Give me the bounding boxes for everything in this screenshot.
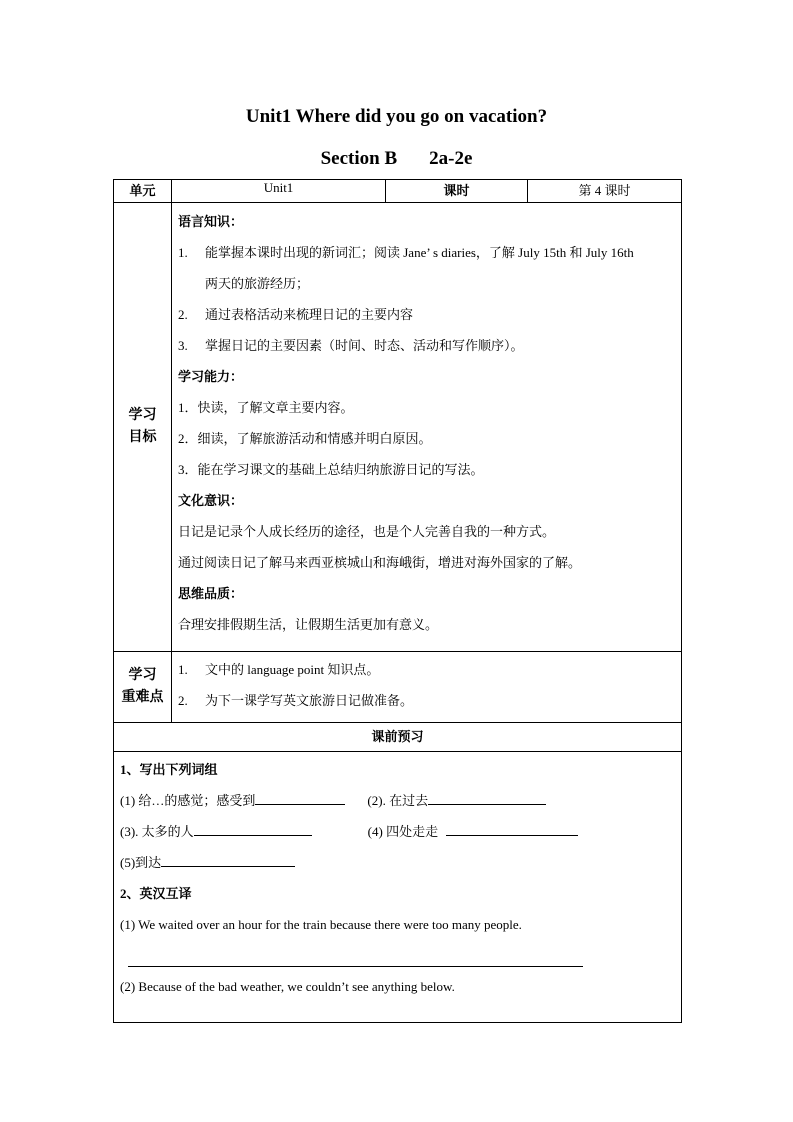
answer-line[interactable]: [128, 940, 583, 971]
ability-item: 3．能在学习课文的基础上总结归纳旅游日记的写法。: [178, 462, 484, 477]
phrase-row: [120, 847, 675, 878]
goals-content: [172, 203, 682, 652]
keypoints-label: 学习 重难点: [114, 652, 172, 723]
ability-item: 2．细读，了解旅游活动和情感并明白原因。: [178, 431, 432, 446]
phrase-4: (4) 四处走走: [367, 824, 439, 839]
answer-blank[interactable]: [446, 821, 578, 836]
knowledge-item: 3. 掌握日记的主要因素（时间、时态、活动和写作顺序）。: [178, 338, 524, 353]
document-title: Unit1 Where did you go on vacation?: [245, 106, 548, 127]
section-label: Section B: [320, 148, 398, 169]
goals-label: 学习 目标: [114, 203, 172, 652]
keypoints-row: [114, 652, 682, 723]
header-row: [114, 180, 682, 203]
thinking-title: 思维品质：: [178, 586, 244, 601]
culture-item: 日记是记录个人成长经历的途径，也是个人完善自我的一种方式。: [178, 524, 556, 539]
culture-item: 通过阅读日记了解马来西亚槟城山和海峨街，增进对海外国家的了解。: [178, 555, 582, 570]
period-value: 第 4 课时: [528, 180, 682, 203]
phrase-5: (5)到达: [120, 855, 162, 870]
answer-blank[interactable]: [194, 821, 312, 836]
keypoint-item: 2. 为下一课学写英文旅游日记做准备。: [178, 693, 414, 708]
preview-title: 课前预习: [114, 723, 682, 752]
part2-title: 2、英汉互译: [120, 886, 192, 901]
phrase-2: (2). 在过去: [367, 793, 429, 808]
thinking-item: 合理安排假期生活，让假期生活更加有意义。: [178, 617, 439, 632]
sentence-1: (1) We waited over an hour for the train because there were too many people.: [120, 917, 522, 932]
preview-row: [114, 752, 682, 1023]
keypoint-item: 1. 文中的 language point 知识点。: [178, 662, 380, 677]
culture-title: 文化意识：: [178, 493, 244, 508]
period-label: 课时: [386, 180, 528, 203]
knowledge-item: 1. 能掌握本课时出现的新词汇；阅读 Jane’ s diaries，了解 July 15th 和 July 16th: [178, 245, 634, 260]
unit-value: Unit1: [172, 180, 386, 203]
knowledge-title: 语言知识：: [178, 214, 244, 229]
goals-row: [114, 203, 682, 652]
unit-label: 单元: [114, 180, 172, 203]
phrase-3: (3). 太多的人: [120, 824, 194, 839]
lesson-table: [113, 179, 682, 1023]
phrase-row: [120, 785, 675, 816]
preview-title-row: [114, 723, 682, 752]
ability-item: 1．快读，了解文章主要内容。: [178, 400, 354, 415]
subsection-label: 2a-2e: [429, 148, 473, 169]
answer-blank[interactable]: [255, 790, 345, 805]
knowledge-item: 2. 通过表格活动来梳理日记的主要内容: [178, 307, 414, 322]
sentence-2: (2) Because of the bad weather, we couldn’t see anything below.: [120, 979, 455, 994]
ability-title: 学习能力：: [178, 369, 244, 384]
part1-title: 1、写出下列词组: [120, 762, 218, 777]
answer-line-row: [120, 940, 675, 971]
keypoints-content: [172, 652, 682, 723]
answer-blank[interactable]: [161, 852, 295, 867]
knowledge-item: 两天的旅游经历；: [205, 276, 310, 291]
answer-blank[interactable]: [428, 790, 546, 805]
section-title: [0, 148, 793, 170]
phrase-1: (1) 给…的感觉；感受到: [120, 793, 256, 808]
phrase-row: [120, 816, 675, 847]
preview-content: [114, 752, 682, 1023]
